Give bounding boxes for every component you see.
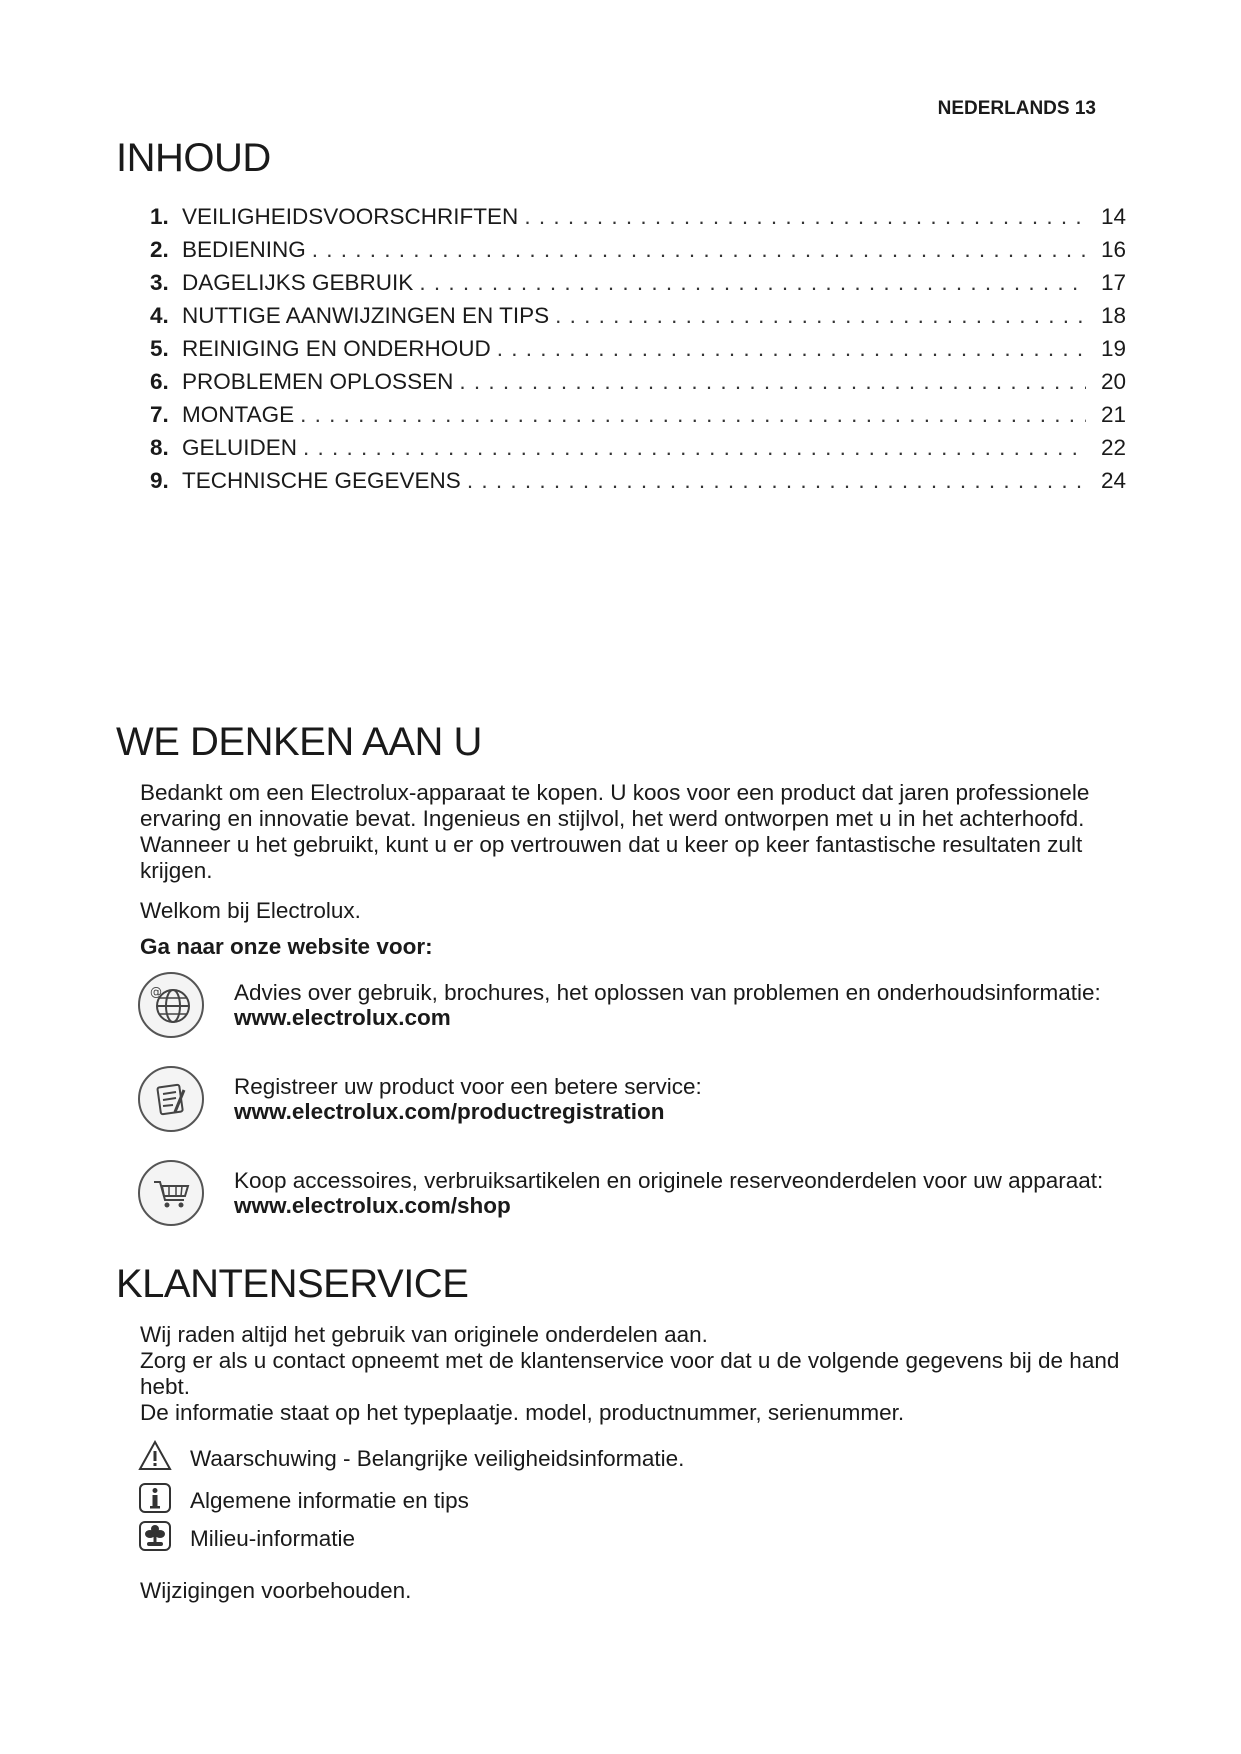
toc-item-title: VEILIGHEIDSVOORSCHRIFTEN — [182, 204, 519, 229]
warning-icon — [138, 1440, 172, 1472]
toc-item-number: 6. — [150, 369, 169, 394]
toc-item-title: TECHNISCHE GEGEVENS — [182, 468, 461, 493]
registration-url-link[interactable]: www.electrolux.com/productregistration — [234, 1099, 665, 1124]
toc-item-title: NUTTIGE AANWIJZINGEN EN TIPS — [182, 303, 550, 328]
toc-item-title: MONTAGE — [182, 402, 295, 427]
toc-leader-dots — [459, 369, 1086, 395]
toc-item[interactable] — [150, 468, 1126, 501]
toc-item-page: 20 — [1100, 369, 1126, 394]
toc-item-page: 17 — [1100, 270, 1126, 295]
toc-item-number: 9. — [150, 468, 169, 493]
website-link-row — [138, 972, 1118, 1052]
service-line-2: Zorg er als u contact opneemt met de klantenservice voor dat u de volgende gegevens bij de hand hebt. — [140, 1348, 1120, 1399]
welcome-heading: WE DENKEN AAN U — [116, 720, 482, 764]
toc-item-number: 2. — [150, 237, 169, 262]
toc-item-number: 1. — [150, 204, 169, 229]
footer-note: Wijzigingen voorbehouden. — [140, 1578, 412, 1603]
toc-leader-dots — [524, 204, 1086, 230]
toc-item[interactable] — [150, 303, 1126, 336]
toc-item-title: PROBLEMEN OPLOSSEN — [182, 369, 454, 394]
toc-item-page: 19 — [1100, 336, 1126, 361]
toc-item-number: 8. — [150, 435, 169, 460]
table-of-contents — [150, 204, 1126, 501]
toc-item[interactable] — [150, 336, 1126, 369]
shop-link-description: Koop accessoires, verbruiksartikelen en originele reserveonderdelen voor uw apparaat: — [234, 1168, 1104, 1193]
toc-item[interactable] — [150, 204, 1126, 237]
toc-leader-dots — [555, 303, 1086, 329]
toc-leader-dots — [300, 402, 1086, 428]
registration-link-description: Registreer uw product voor een betere service: — [234, 1074, 702, 1099]
registration-link-text — [234, 1074, 702, 1124]
welcome-greeting: Welkom bij Electrolux. — [140, 898, 361, 923]
toc-item-title: BEDIENING — [182, 237, 306, 262]
toc-item-page: 14 — [1100, 204, 1126, 229]
website-link-description: Advies over gebruik, brochures, het oplossen van problemen en onderhoudsinformatie: — [234, 980, 1101, 1005]
service-heading: KLANTENSERVICE — [116, 1262, 469, 1306]
registration-link-row — [138, 1066, 1118, 1146]
shopping-cart-icon — [138, 1160, 204, 1226]
toc-leader-dots — [419, 270, 1086, 296]
toc-leader-dots — [312, 237, 1086, 263]
svg-text:@: @ — [150, 985, 162, 999]
environment-icon — [138, 1520, 172, 1552]
toc-item[interactable] — [150, 237, 1126, 270]
toc-leader-dots — [497, 336, 1086, 362]
shop-url-link[interactable]: www.electrolux.com/shop — [234, 1193, 511, 1218]
toc-item-page: 21 — [1100, 402, 1126, 427]
website-lead: Ga naar onze website voor: — [140, 934, 433, 959]
toc-item[interactable] — [150, 369, 1126, 402]
shop-link-text — [234, 1168, 1103, 1218]
legend-info-text: Algemene informatie en tips — [190, 1488, 469, 1513]
website-url-link[interactable]: www.electrolux.com — [234, 1005, 451, 1030]
legend-environment-text: Milieu-informatie — [190, 1526, 356, 1551]
toc-leader-dots — [467, 468, 1086, 494]
toc-item[interactable] — [150, 270, 1126, 303]
toc-item-title: DAGELIJKS GEBRUIK — [182, 270, 414, 295]
toc-item[interactable] — [150, 435, 1126, 468]
toc-item-title: REINIGING EN ONDERHOUD — [182, 336, 491, 361]
welcome-intro: Bedankt om een Electrolux-apparaat te kopen. U koos voor een product dat jaren professionele ervaring en innovatie bevat. Ingenieus en stijlvol, het werd ontworpen met u in het achterhoofd. Wanneer u het gebruikt, kunt u er op vertrouwen dat u keer op keer fantastische resultaten zult krijgen. — [140, 780, 1090, 883]
toc-item-page: 24 — [1100, 468, 1126, 493]
globe-icon — [138, 972, 204, 1038]
service-line-1: Wij raden altijd het gebruik van originele onderdelen aan. — [140, 1322, 708, 1347]
toc-leader-dots — [303, 435, 1086, 461]
page-header: NEDERLANDS 13 — [937, 98, 1096, 119]
legend-warning-text: Waarschuwing - Belangrijke veiligheidsinformatie. — [190, 1446, 685, 1471]
registration-icon — [138, 1066, 204, 1132]
toc-item-page: 22 — [1100, 435, 1126, 460]
toc-item-page: 18 — [1100, 303, 1126, 328]
toc-item[interactable] — [150, 402, 1126, 435]
info-icon — [138, 1482, 172, 1514]
toc-heading: INHOUD — [116, 136, 271, 180]
website-link-text — [234, 980, 1101, 1030]
toc-item-number: 4. — [150, 303, 169, 328]
toc-item-page: 16 — [1100, 237, 1126, 262]
shop-link-row — [138, 1160, 1118, 1240]
service-line-3: De informatie staat op het typeplaatje. model, productnummer, serienummer. — [140, 1400, 905, 1425]
toc-item-title: GELUIDEN — [182, 435, 298, 460]
toc-item-number: 7. — [150, 402, 169, 427]
toc-item-number: 5. — [150, 336, 169, 361]
toc-item-number: 3. — [150, 270, 169, 295]
